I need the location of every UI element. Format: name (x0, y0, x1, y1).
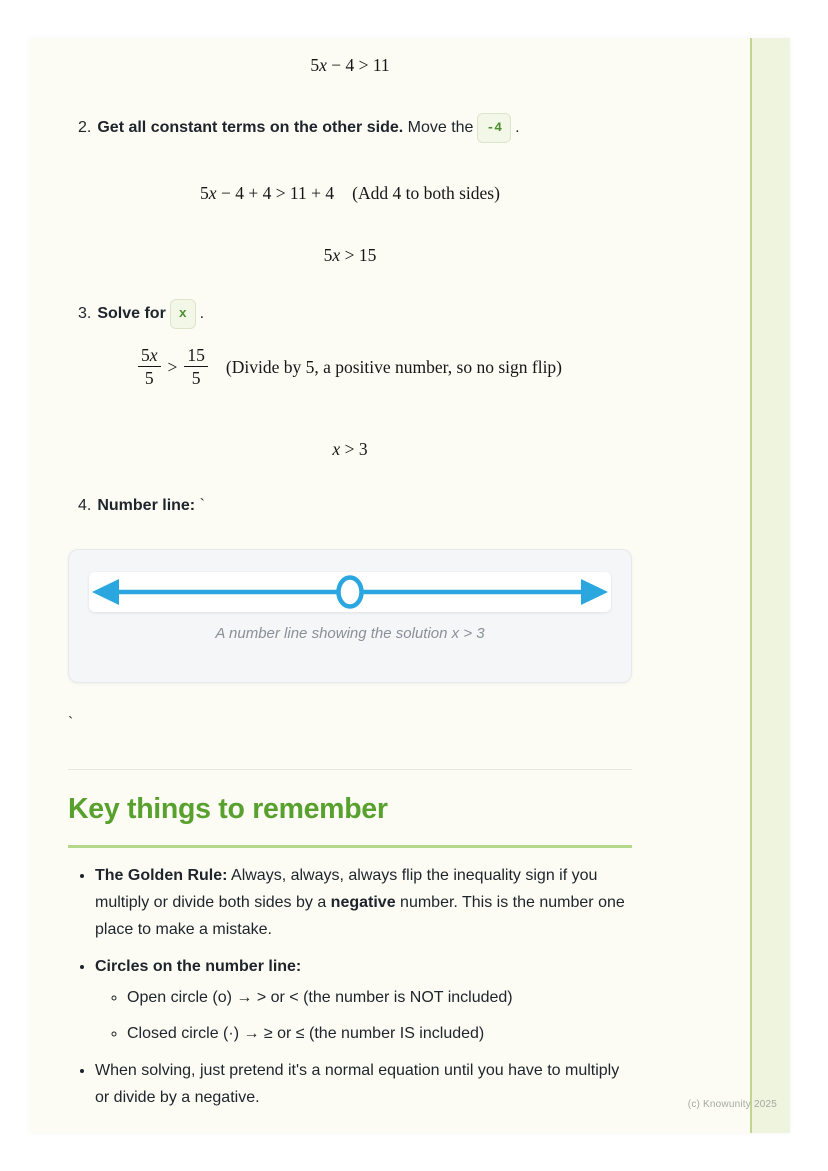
formula-solution (68, 438, 632, 460)
number-line-strip (89, 572, 611, 612)
formula-5x-gt-15 (68, 244, 632, 266)
list-item-circles (95, 953, 632, 1047)
formula-text: > 3 (340, 439, 368, 460)
formula-variable: x (332, 439, 341, 460)
key-points-list (68, 862, 632, 1111)
section-title: Key things to remember (68, 793, 388, 826)
step-text: Move the (403, 119, 474, 137)
formula-annotation: (Add 4 to both sides) (352, 183, 500, 203)
bullet-text: Always, always, always flip the inequality sign if you multiply or divide both sides by a (95, 867, 598, 912)
number-line-card (68, 549, 632, 683)
stray-backtick: ` (68, 715, 74, 733)
step-number: 4. (78, 497, 92, 515)
number-line-graphic (89, 572, 611, 612)
bullet-bold-text: The Golden Rule: (95, 867, 228, 885)
list-item-closed-circle: ◦ Closed circle (·) → ≥ or ≤ (the number IS included) (127, 1020, 632, 1047)
copyright-notice: (c) Knowunity 2025 (687, 1099, 777, 1110)
section-divider (68, 769, 632, 770)
formula-text: 5 (200, 183, 209, 203)
inline-code-badge: -4 (477, 113, 511, 143)
formula-text: 5 (310, 55, 320, 75)
fraction-denominator: 5 (191, 368, 201, 389)
step-text: . (199, 305, 205, 323)
document-page (30, 38, 790, 1133)
formula-text: − 4 > 11 (326, 55, 390, 75)
list-item-open-circle: ◦ Open circle (o) → > or < (the number is NOT included) (127, 984, 632, 1011)
number-line-caption: A number line showing the solution x > 3 (215, 625, 485, 643)
list-item-golden-rule (95, 862, 632, 943)
fraction-denominator: 5 (144, 368, 154, 389)
formula-variable: x (332, 245, 341, 265)
relation-sign: > (167, 356, 178, 377)
formula-add-4 (68, 182, 632, 204)
formula-text: > 15 (340, 245, 377, 265)
formula-text: 5 (323, 245, 333, 265)
formula-text: − 4 + 4 > 11 + 4 (216, 183, 335, 203)
fraction-left (138, 345, 161, 388)
bullet-bold-text: negative (330, 894, 396, 912)
bullet-bold-text: Circles on the number line: (95, 958, 302, 976)
document-content (30, 38, 790, 1111)
circles-sublist (95, 984, 632, 1047)
formula-variable: x (149, 345, 158, 365)
step-bold-text: Get all constant terms on the other side. (97, 119, 404, 137)
step-3 (68, 299, 632, 329)
inline-code-badge: x (170, 299, 196, 329)
step-4 (68, 494, 632, 518)
formula-initial-inequality (68, 54, 632, 76)
fraction-right (184, 345, 208, 388)
formula-text: 5 (140, 345, 150, 365)
fraction-numerator: 15 (184, 345, 208, 367)
formula-annotation: (Divide by 5, a positive number, so no sign flip) (225, 356, 563, 377)
step-number: 2. (78, 119, 92, 137)
step-bold-text: Solve for (97, 305, 166, 323)
left-arrowhead-icon (92, 579, 119, 605)
step-number: 3. (78, 305, 92, 323)
bullet-text: number. This is the number one place to make a mistake. (95, 894, 625, 939)
step-2 (68, 113, 632, 143)
step-text: ` (195, 497, 205, 515)
right-arrowhead-icon (581, 579, 608, 605)
formula-divide-by-5 (68, 345, 632, 388)
step-text: . (515, 119, 520, 137)
section-title-underline (68, 845, 632, 848)
formula-variable: x (208, 183, 217, 203)
open-circle-icon (339, 578, 362, 607)
step-bold-text: Number line: (97, 497, 196, 515)
formula-variable: x (319, 55, 327, 75)
fraction-numerator (138, 345, 161, 367)
list-item-pretend-normal: • When solving, just pretend it's a normal equation until you have to multiply or divide by a negative. (95, 1057, 632, 1111)
